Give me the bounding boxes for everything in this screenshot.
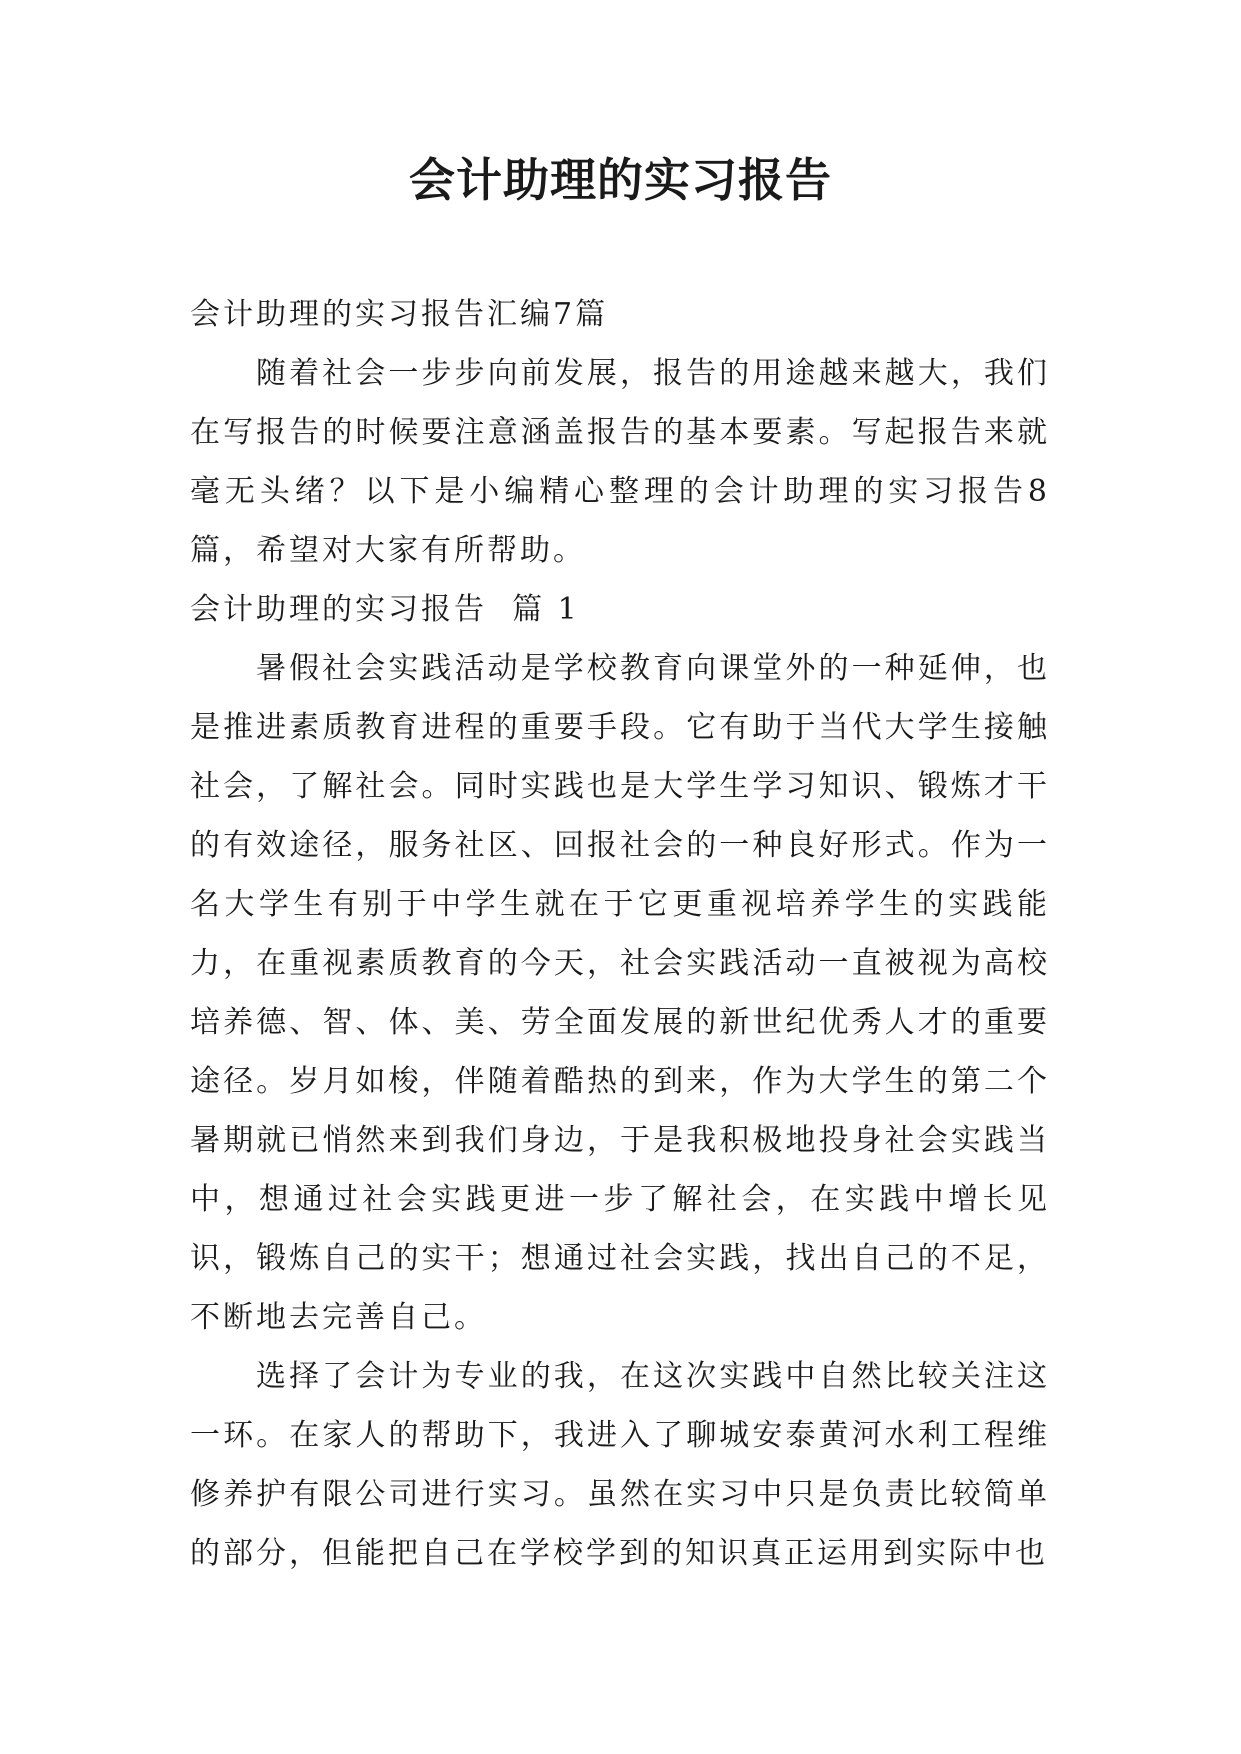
body-paragraph: 暑假社会实践活动是学校教育向课堂外的一种延伸，也是推进素质教育进程的重要手段。它有助于当代大学生接触社会，了解社会。同时实践也是大学生学习知识、锻炼才干的有效途径，服务社区、回报社会的一种良好形式。作为一名大学生有别于中学生就在于它更重视培养学生的实践能力，在重视素质教育的今天，社会实践活动一直被视为高校培养德、智、体、美、劳全面发展的新世纪优秀人才的重要途径。岁月如梭，伴随着酷热的到来，作为大学生的第二个暑期就已悄然来到我们身边，于是我积极地投身社会实践当中，想通过社会实践更进一步了解社会，在实践中增长见识，锻炼自己的实干；想通过社会实践，找出自己的不足，不断地去完善自己。	[190, 651, 1050, 1335]
section-heading: 会计助理的实习报告 篇 1	[190, 592, 580, 627]
document-title: 会计助理的实习报告	[409, 153, 832, 207]
body-paragraph: 选择了会计为专业的我，在这次实践中自然比较关注这一环。在家人的帮助下，我进入了聊城安泰黄河水利工程维修养护有限公司进行实习。虽然在实习中只是负责比较简单的部分，但能把自己在学校学到的知识真正运用到实际中也	[190, 1359, 1050, 1571]
intro-paragraph: 随着社会一步步向前发展，报告的用途越来越大，我们在写报告的时候要注意涵盖报告的基本要素。写起报告来就毫无头绪？以下是小编精心整理的会计助理的实习报告8篇，希望对大家有所帮助。	[190, 356, 1050, 568]
document-body	[190, 285, 1050, 1583]
document-subtitle: 会计助理的实习报告汇编7篇	[190, 297, 609, 332]
